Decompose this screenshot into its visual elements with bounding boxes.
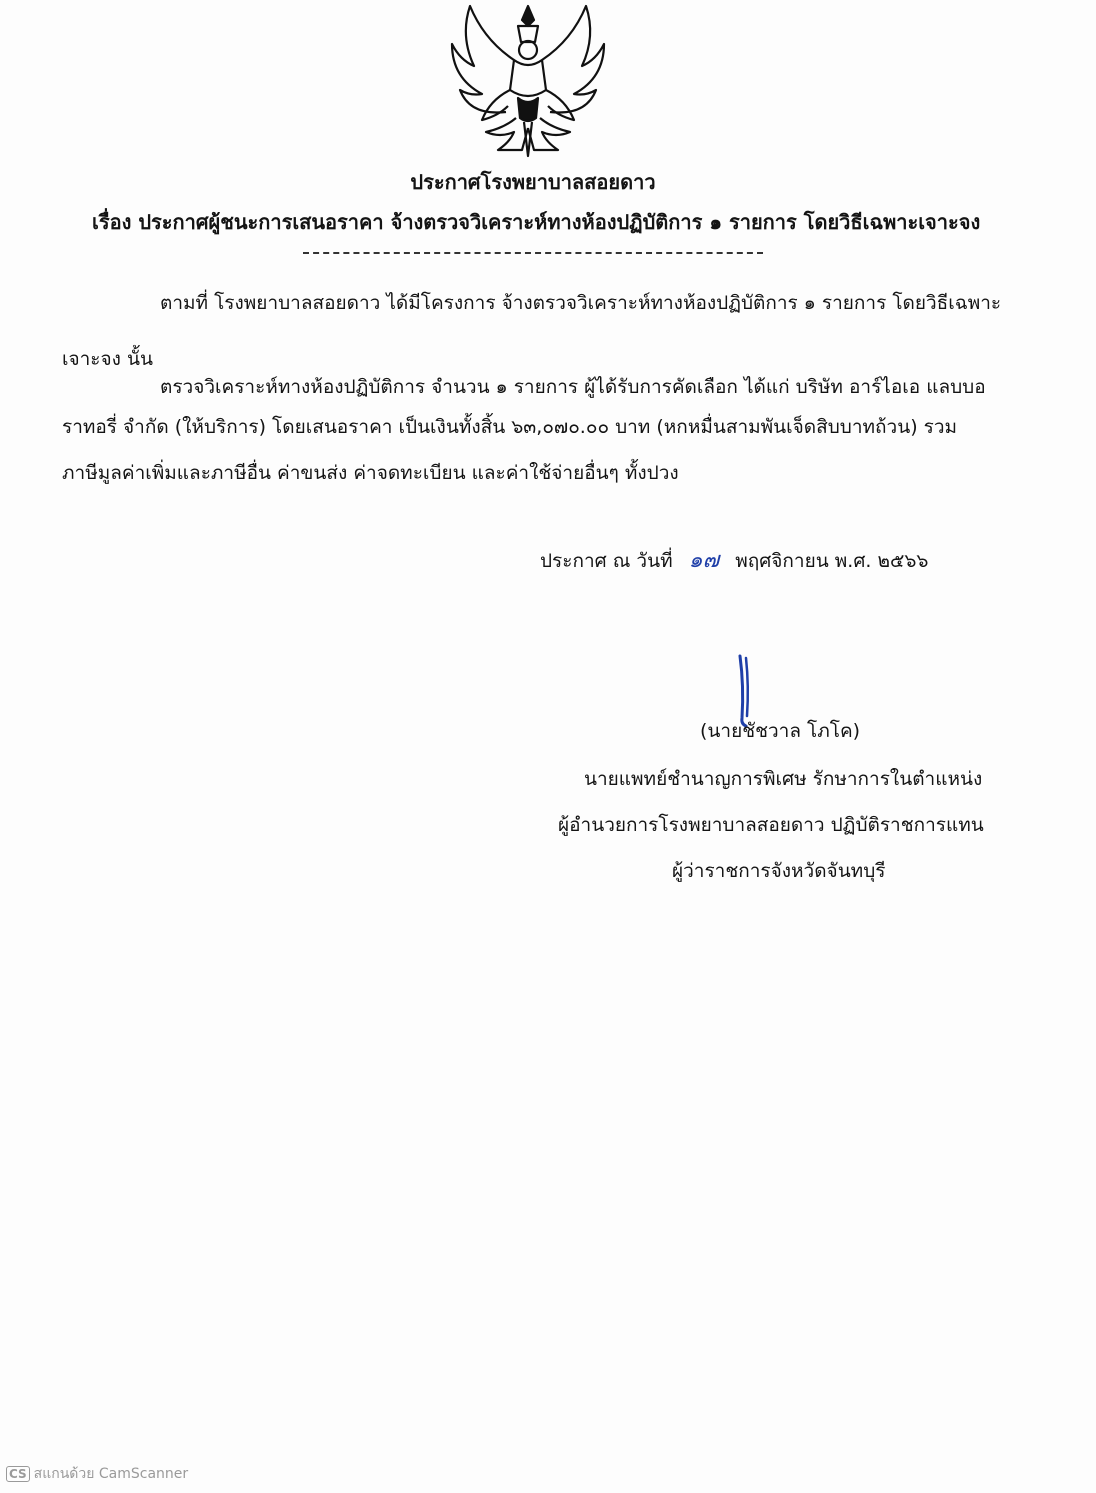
- body-line: ตามที่ โรงพยาบาลสอยดาว ได้มีโครงการ จ้างตรวจวิเคราะห์ทางห้องปฏิบัติการ ๑ รายการ โดยวิธีเฉพาะ: [160, 292, 1002, 314]
- announcement-title: ประกาศโรงพยาบาลสอยดาว: [410, 170, 656, 194]
- body-line: ภาษีมูลค่าเพิ่มและภาษีอื่น ค่าขนส่ง ค่าจดทะเบียน และค่าใช้จ่ายอื่นๆ ทั้งปวง: [62, 462, 679, 484]
- date-day-handwritten: ๑๗: [688, 548, 720, 573]
- signatory-name: (นายชัชวาล โภโค): [700, 720, 861, 742]
- garuda-emblem-icon: [448, 2, 608, 162]
- body-line: ตรวจวิเคราะห์ทางห้องปฏิบัติการ จำนวน ๑ รายการ ผู้ได้รับการคัดเลือก ได้แก่ บริษัท อาร์ไอเอ แลบบอ: [160, 376, 986, 398]
- body-line: เจาะจง นั้น: [62, 348, 153, 370]
- body-line: ราทอรี่ จำกัด (ให้บริการ) โดยเสนอราคา เป็นเงินทั้งสิ้น ๖๓,๐๗๐.๐๐ บาท (หกหมื่นสามพันเจ็ดสิบบาทถ้วน) รวม: [62, 416, 958, 438]
- date-suffix: พฤศจิกายน พ.ศ. ๒๕๖๖: [735, 550, 929, 572]
- signatory-position: นายแพทย์ชำนาญการพิเศษ รักษาการในตำแหน่ง: [584, 768, 983, 790]
- announcement-subject: เรื่อง ประกาศผู้ชนะการเสนอราคา จ้างตรวจวิเคราะห์ทางห้องปฏิบัติการ ๑ รายการ โดยวิธีเฉพาะเจาะจง: [92, 210, 981, 234]
- watermark-text: สแกนด้วย CamScanner: [33, 1466, 189, 1482]
- announcement-date: [540, 542, 929, 577]
- divider: [303, 252, 763, 254]
- camscanner-icon: CS: [6, 1466, 30, 1482]
- signatory-position: ผู้ว่าราชการจังหวัดจันทบุรี: [672, 860, 886, 882]
- date-prefix: ประกาศ ณ วันที่: [540, 550, 673, 572]
- scanner-watermark: [6, 1463, 188, 1485]
- signatory-position: ผู้อำนวยการโรงพยาบาลสอยดาว ปฏิบัติราชการแทน: [558, 814, 984, 836]
